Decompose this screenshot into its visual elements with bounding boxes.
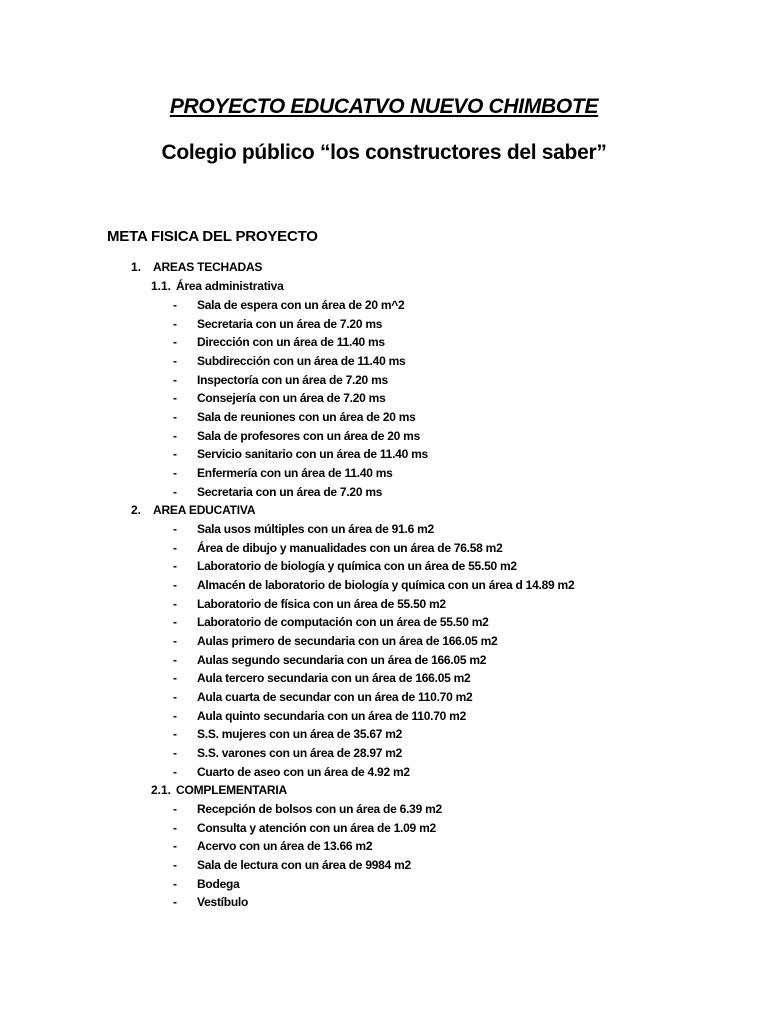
list-item: Sala usos múltiples con un área de 91.6 m2 bbox=[197, 522, 434, 536]
list-item: Aula quinto secundaria con un área de 110.70 m2 bbox=[197, 709, 467, 723]
list-item: Servicio sanitario con un área de 11.40 ms bbox=[197, 447, 428, 461]
list-bullet: - bbox=[173, 466, 177, 480]
list-item: Consulta y atención con un área de 1.09 m2 bbox=[197, 821, 436, 835]
list-bullet: - bbox=[173, 298, 177, 312]
list-item: Inspectoría con un área de 7.20 ms bbox=[197, 373, 388, 387]
list-bullet: - bbox=[173, 335, 177, 349]
list-item: Consejería con un área de 7.20 ms bbox=[197, 391, 386, 405]
list-item: Cuarto de aseo con un área de 4.92 m2 bbox=[197, 765, 410, 779]
list-item: S.S. mujeres con un área de 35.67 m2 bbox=[197, 727, 403, 741]
list-bullet: - bbox=[173, 597, 177, 611]
list-bullet: - bbox=[173, 578, 177, 592]
list-item: Laboratorio de biología y química con un área de 55.50 m2 bbox=[197, 559, 517, 573]
list-bullet: - bbox=[173, 653, 177, 667]
section-2-number: 2. bbox=[131, 503, 142, 517]
list-item: Sala de lectura con un área de 9984 m2 bbox=[197, 858, 411, 872]
list-item: Sala de reuniones con un área de 20 ms bbox=[197, 410, 416, 424]
list-bullet: - bbox=[173, 727, 177, 741]
subsection-1-1-number: 1.1. bbox=[151, 279, 172, 293]
list-bullet: - bbox=[173, 690, 177, 704]
list-item: Secretaria con un área de 7.20 ms bbox=[197, 317, 383, 331]
list-bullet: - bbox=[173, 410, 177, 424]
list-item: Sala de profesores con un área de 20 ms bbox=[197, 429, 421, 443]
list-bullet: - bbox=[173, 634, 177, 648]
section-heading: META FISICA DEL PROYECTO bbox=[107, 228, 318, 245]
list-item: Dirección con un área de 11.40 ms bbox=[197, 335, 385, 349]
list-item: Aula cuarta de secundar con un área de 110.70 m2 bbox=[197, 690, 473, 704]
subsection-2-1-number: 2.1. bbox=[151, 783, 172, 797]
list-item: Almacén de laboratorio de biología y química con un área d 14.89 m2 bbox=[197, 578, 575, 592]
list-bullet: - bbox=[173, 802, 177, 816]
section-1-label: AREAS TECHADAS bbox=[153, 260, 263, 274]
list-item: Aula tercero secundaria con un área de 166.05 m2 bbox=[197, 671, 471, 685]
list-bullet: - bbox=[173, 317, 177, 331]
list-bullet: - bbox=[173, 877, 177, 891]
list-item: Área de dibujo y manualidades con un área de 76.58 m2 bbox=[197, 541, 503, 555]
section-2-label: AREA EDUCATIVA bbox=[153, 503, 256, 517]
list-item: Enfermería con un área de 11.40 ms bbox=[197, 466, 393, 480]
list-item: Subdirección con un área de 11.40 ms bbox=[197, 354, 406, 368]
list-bullet: - bbox=[173, 821, 177, 835]
list-bullet: - bbox=[173, 746, 177, 760]
document-title: PROYECTO EDUCATVO NUEVO CHIMBOTE bbox=[169, 95, 599, 118]
list-item: Aulas segundo secundaria con un área de 166.05 m2 bbox=[197, 653, 487, 667]
list-bullet: - bbox=[173, 765, 177, 779]
list-bullet: - bbox=[173, 391, 177, 405]
list-bullet: - bbox=[173, 354, 177, 368]
section-1-number: 1. bbox=[131, 260, 142, 274]
list-bullet: - bbox=[173, 615, 177, 629]
list-bullet: - bbox=[173, 485, 177, 499]
list-bullet: - bbox=[173, 858, 177, 872]
subsection-1-1-label: Área administrativa bbox=[176, 279, 284, 293]
list-bullet: - bbox=[173, 895, 177, 909]
list-bullet: - bbox=[173, 522, 177, 536]
list-bullet: - bbox=[173, 671, 177, 685]
list-item: Laboratorio de computación con un área de 55.50 m2 bbox=[197, 615, 489, 629]
list-bullet: - bbox=[173, 559, 177, 573]
list-bullet: - bbox=[173, 839, 177, 853]
list-bullet: - bbox=[173, 447, 177, 461]
list-item: S.S. varones con un área de 28.97 m2 bbox=[197, 746, 403, 760]
list-bullet: - bbox=[173, 429, 177, 443]
list-item: Recepción de bolsos con un área de 6.39 m2 bbox=[197, 802, 442, 816]
subsection-2-1-label: COMPLEMENTARIA bbox=[176, 783, 287, 797]
list-bullet: - bbox=[173, 709, 177, 723]
list-item: Acervo con un área de 13.66 m2 bbox=[197, 839, 373, 853]
list-item: Bodega bbox=[197, 877, 240, 891]
list-item: Laboratorio de física con un área de 55.50 m2 bbox=[197, 597, 446, 611]
list-bullet: - bbox=[173, 373, 177, 387]
document-subtitle: Colegio público “los constructores del saber” bbox=[161, 141, 607, 164]
list-item: Secretaria con un área de 7.20 ms bbox=[197, 485, 383, 499]
list-item: Vestíbulo bbox=[197, 895, 249, 909]
list-bullet: - bbox=[173, 541, 177, 555]
list-item: Aulas primero de secundaria con un área de 166.05 m2 bbox=[197, 634, 498, 648]
list-item: Sala de espera con un área de 20 m^2 bbox=[197, 298, 405, 312]
